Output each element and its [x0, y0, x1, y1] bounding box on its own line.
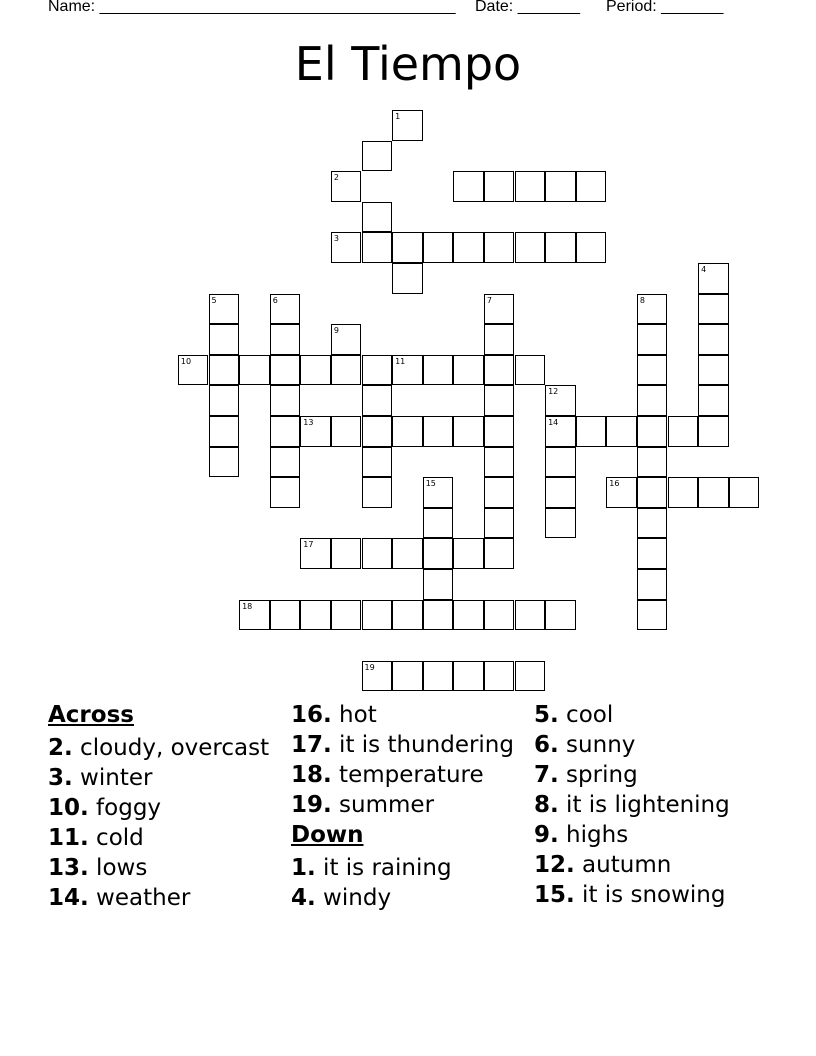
- clue-item-text: foggy: [88, 795, 162, 821]
- clue-number: 13: [303, 418, 314, 427]
- crossword-cell[interactable]: [270, 294, 301, 325]
- crossword-cell[interactable]: [300, 538, 331, 569]
- crossword-cell[interactable]: [239, 355, 270, 386]
- crossword-cell[interactable]: [453, 661, 484, 692]
- crossword-cell[interactable]: [515, 661, 546, 692]
- clue-item: [291, 792, 531, 818]
- crossword-cell[interactable]: [484, 232, 515, 263]
- crossword-cell[interactable]: [178, 355, 209, 386]
- crossword-cell[interactable]: [545, 171, 576, 202]
- clue-number: 7: [486, 295, 492, 305]
- crossword-cell[interactable]: [270, 324, 301, 355]
- clue-item: [534, 732, 774, 758]
- crossword-cell[interactable]: [392, 110, 423, 141]
- crossword-cell[interactable]: [362, 538, 393, 569]
- crossword-cell[interactable]: [545, 600, 576, 631]
- crossword-cell[interactable]: [545, 447, 576, 478]
- crossword-cell[interactable]: [484, 294, 515, 325]
- clue-item-number: 19.: [291, 792, 332, 818]
- crossword-cell[interactable]: [362, 477, 393, 508]
- clue-item: [534, 792, 774, 818]
- clue-item: [534, 702, 774, 728]
- clue-item: [534, 822, 774, 848]
- clue-number: 3: [333, 234, 339, 244]
- clue-item-text: hot: [331, 702, 377, 728]
- clue-number: 1: [395, 112, 401, 121]
- clue-item-number: 12.: [534, 852, 575, 878]
- clue-item-text: highs: [558, 822, 629, 848]
- across-heading: Across: [48, 702, 134, 728]
- crossword-cell[interactable]: [362, 141, 393, 172]
- crossword-cell[interactable]: [423, 538, 454, 569]
- crossword-cell[interactable]: [545, 477, 576, 508]
- clue-item-text: cool: [558, 702, 614, 728]
- clue-item-number: 16.: [291, 702, 332, 728]
- crossword-cell[interactable]: [331, 232, 362, 263]
- crossword-cell[interactable]: [637, 569, 668, 600]
- clue-item-text: windy: [315, 885, 392, 911]
- down-heading: Down: [291, 822, 364, 848]
- crossword-cell[interactable]: [209, 355, 240, 386]
- clue-item-number: 17.: [291, 732, 332, 758]
- clue-item: [48, 825, 280, 851]
- clue-item: [534, 852, 774, 878]
- clue-number: 9: [333, 326, 339, 336]
- clue-item-text: sunny: [558, 732, 636, 758]
- clue-item: [48, 795, 280, 821]
- clue-item-text: autumn: [574, 852, 672, 878]
- crossword-cell[interactable]: [270, 355, 301, 386]
- clue-item-number: 10.: [48, 795, 89, 821]
- crossword-cell[interactable]: [270, 385, 301, 416]
- crossword-cell[interactable]: [637, 416, 668, 447]
- crossword-cell[interactable]: [637, 538, 668, 569]
- clue-item-number: 13.: [48, 855, 89, 881]
- crossword-cell[interactable]: [209, 324, 240, 355]
- crossword-cell[interactable]: [637, 355, 668, 386]
- clue-number: 6: [272, 295, 278, 305]
- crossword-cell[interactable]: [668, 416, 699, 447]
- clues-column-3: [534, 702, 774, 912]
- clue-number: 11: [395, 356, 406, 366]
- clue-item-text: it is raining: [315, 855, 452, 881]
- crossword-cell[interactable]: [606, 416, 637, 447]
- crossword-cell[interactable]: [545, 508, 576, 539]
- crossword-cell[interactable]: [453, 355, 484, 386]
- clue-item-text: summer: [331, 792, 435, 818]
- clue-number: 2: [333, 173, 339, 183]
- crossword-cell[interactable]: [331, 355, 362, 386]
- crossword-cell[interactable]: [331, 324, 362, 355]
- crossword-cell[interactable]: [423, 661, 454, 692]
- clue-item: [291, 855, 531, 881]
- crossword-cell[interactable]: [209, 385, 240, 416]
- crossword-cell[interactable]: [698, 416, 729, 447]
- crossword-cell[interactable]: [637, 508, 668, 539]
- crossword-cell[interactable]: [515, 171, 546, 202]
- clue-item: [291, 732, 531, 758]
- clue-item: [534, 882, 774, 908]
- crossword-cell[interactable]: [637, 385, 668, 416]
- crossword-cell[interactable]: [698, 324, 729, 355]
- name-field[interactable]: Name: ________________________________________: [48, 0, 456, 15]
- crossword-cell[interactable]: [423, 232, 454, 263]
- crossword-cell[interactable]: [209, 416, 240, 447]
- crossword-cell[interactable]: [484, 447, 515, 478]
- clues-column-2: [291, 702, 531, 915]
- clue-number: 15: [425, 479, 436, 489]
- crossword-cell[interactable]: [484, 508, 515, 539]
- clues-column-1: [48, 702, 280, 915]
- crossword-cell[interactable]: [331, 600, 362, 631]
- crossword-cell[interactable]: [637, 477, 668, 508]
- clue-item-number: 9.: [534, 822, 559, 848]
- crossword-cell[interactable]: [484, 355, 515, 386]
- clue-item-text: it is snowing: [574, 882, 726, 908]
- crossword-cell[interactable]: [423, 355, 454, 386]
- crossword-cell[interactable]: [392, 538, 423, 569]
- crossword-cell[interactable]: [545, 385, 576, 416]
- crossword-cell[interactable]: [300, 355, 331, 386]
- crossword-cell[interactable]: [698, 294, 729, 325]
- crossword-cell[interactable]: [576, 232, 607, 263]
- crossword-cell[interactable]: [362, 600, 393, 631]
- crossword-cell[interactable]: [423, 600, 454, 631]
- clue-item: [48, 765, 280, 791]
- clue-item: [48, 735, 280, 761]
- crossword-cell[interactable]: [331, 416, 362, 447]
- clue-item-text: weather: [88, 885, 191, 911]
- crossword-cell[interactable]: [423, 416, 454, 447]
- crossword-cell[interactable]: [423, 477, 454, 508]
- crossword-cell[interactable]: [423, 569, 454, 600]
- crossword-cell[interactable]: [300, 416, 331, 447]
- crossword-cell[interactable]: [515, 232, 546, 263]
- crossword-cell[interactable]: [576, 416, 607, 447]
- crossword-cell[interactable]: [484, 538, 515, 569]
- clue-number: 18: [242, 601, 253, 611]
- crossword-cell[interactable]: [484, 477, 515, 508]
- crossword-cell[interactable]: [637, 447, 668, 478]
- crossword-cell[interactable]: [209, 294, 240, 325]
- clue-number: 10: [180, 356, 192, 366]
- crossword-cell[interactable]: [729, 477, 760, 508]
- crossword-cell[interactable]: [453, 416, 484, 447]
- period-field[interactable]: Period: _______: [606, 0, 724, 15]
- clue-number: 16: [609, 479, 620, 489]
- crossword-cell[interactable]: [545, 416, 576, 447]
- crossword-cell[interactable]: [606, 477, 637, 508]
- crossword-cell[interactable]: [637, 600, 668, 631]
- crossword-cell[interactable]: [392, 263, 423, 294]
- crossword-cell[interactable]: [484, 385, 515, 416]
- clue-item-number: 15.: [534, 882, 575, 908]
- clue-number: 4: [701, 265, 707, 274]
- crossword-cell[interactable]: [270, 600, 301, 631]
- crossword-cell[interactable]: [331, 538, 362, 569]
- crossword-cell[interactable]: [270, 447, 301, 478]
- clue-item-text: cloudy, overcast: [72, 735, 270, 761]
- clue-item-number: 1.: [291, 855, 316, 881]
- clue-item-number: 7.: [534, 762, 559, 788]
- crossword-cell[interactable]: [698, 263, 729, 294]
- crossword-cell[interactable]: [392, 355, 423, 386]
- clue-item-number: 14.: [48, 885, 89, 911]
- crossword-cell[interactable]: [362, 355, 393, 386]
- crossword-cell[interactable]: [668, 477, 699, 508]
- crossword-cell[interactable]: [484, 661, 515, 692]
- crossword-cell[interactable]: [423, 508, 454, 539]
- crossword-cell[interactable]: [331, 171, 362, 202]
- clue-item: [291, 762, 531, 788]
- crossword-cell[interactable]: [576, 171, 607, 202]
- clue-item-text: winter: [72, 765, 153, 791]
- crossword-cell[interactable]: [392, 661, 423, 692]
- clue-number: 19: [364, 662, 375, 672]
- clue-item-number: 8.: [534, 792, 559, 818]
- crossword-cell[interactable]: [453, 232, 484, 263]
- crossword-cell[interactable]: [484, 416, 515, 447]
- crossword-cell[interactable]: [698, 477, 729, 508]
- clue-item-text: lows: [88, 855, 148, 881]
- crossword-cell[interactable]: [484, 324, 515, 355]
- crossword-cell[interactable]: [392, 600, 423, 631]
- clue-item-number: 11.: [48, 825, 89, 851]
- crossword-cell[interactable]: [698, 385, 729, 416]
- clue-item: [48, 855, 280, 881]
- clue-item-number: 2.: [48, 735, 73, 761]
- crossword-cell[interactable]: [515, 600, 546, 631]
- crossword-cell[interactable]: [209, 447, 240, 478]
- crossword-cell[interactable]: [637, 294, 668, 325]
- crossword-cell[interactable]: [453, 538, 484, 569]
- crossword-cell[interactable]: [392, 416, 423, 447]
- clue-number: 8: [639, 295, 645, 305]
- clue-item-number: 3.: [48, 765, 73, 791]
- crossword-cell[interactable]: [362, 661, 393, 692]
- crossword-cell[interactable]: [270, 477, 301, 508]
- clue-item: [534, 762, 774, 788]
- crossword-cell[interactable]: [453, 600, 484, 631]
- crossword-cell[interactable]: [362, 447, 393, 478]
- clue-number: 17: [303, 540, 314, 550]
- date-field[interactable]: Date: _______: [475, 0, 580, 15]
- clue-item-number: 6.: [534, 732, 559, 758]
- crossword-cell[interactable]: [362, 385, 393, 416]
- crossword-cell[interactable]: [484, 171, 515, 202]
- crossword-cell[interactable]: [362, 232, 393, 263]
- crossword-cell[interactable]: [362, 416, 393, 447]
- crossword-cell[interactable]: [484, 600, 515, 631]
- clue-number: 12: [548, 387, 559, 397]
- crossword-cell[interactable]: [637, 324, 668, 355]
- clue-item-number: 18.: [291, 762, 332, 788]
- crossword-cell[interactable]: [239, 600, 270, 631]
- clue-item: [291, 885, 531, 911]
- clue-item-number: 5.: [534, 702, 559, 728]
- clue-item: [48, 885, 280, 911]
- crossword-cell[interactable]: [270, 416, 301, 447]
- crossword-cell[interactable]: [300, 600, 331, 631]
- clue-item-text: it is lightening: [558, 792, 730, 818]
- crossword-cell[interactable]: [362, 202, 393, 233]
- clue-item-text: cold: [88, 825, 144, 851]
- clue-number: 5: [211, 295, 217, 305]
- crossword-cell[interactable]: [453, 171, 484, 202]
- clue-item-text: it is thundering: [331, 732, 514, 758]
- page-title: El Tiempo: [294, 37, 522, 91]
- clue-item-number: 4.: [291, 885, 316, 911]
- crossword-cell[interactable]: [392, 232, 423, 263]
- crossword-cell[interactable]: [545, 232, 576, 263]
- crossword-cell[interactable]: [698, 355, 729, 386]
- crossword-cell[interactable]: [515, 355, 546, 386]
- clue-item-text: temperature: [331, 762, 484, 788]
- clue-item: [291, 702, 531, 728]
- clue-number: 14: [548, 418, 559, 427]
- clue-item-text: spring: [558, 762, 638, 788]
